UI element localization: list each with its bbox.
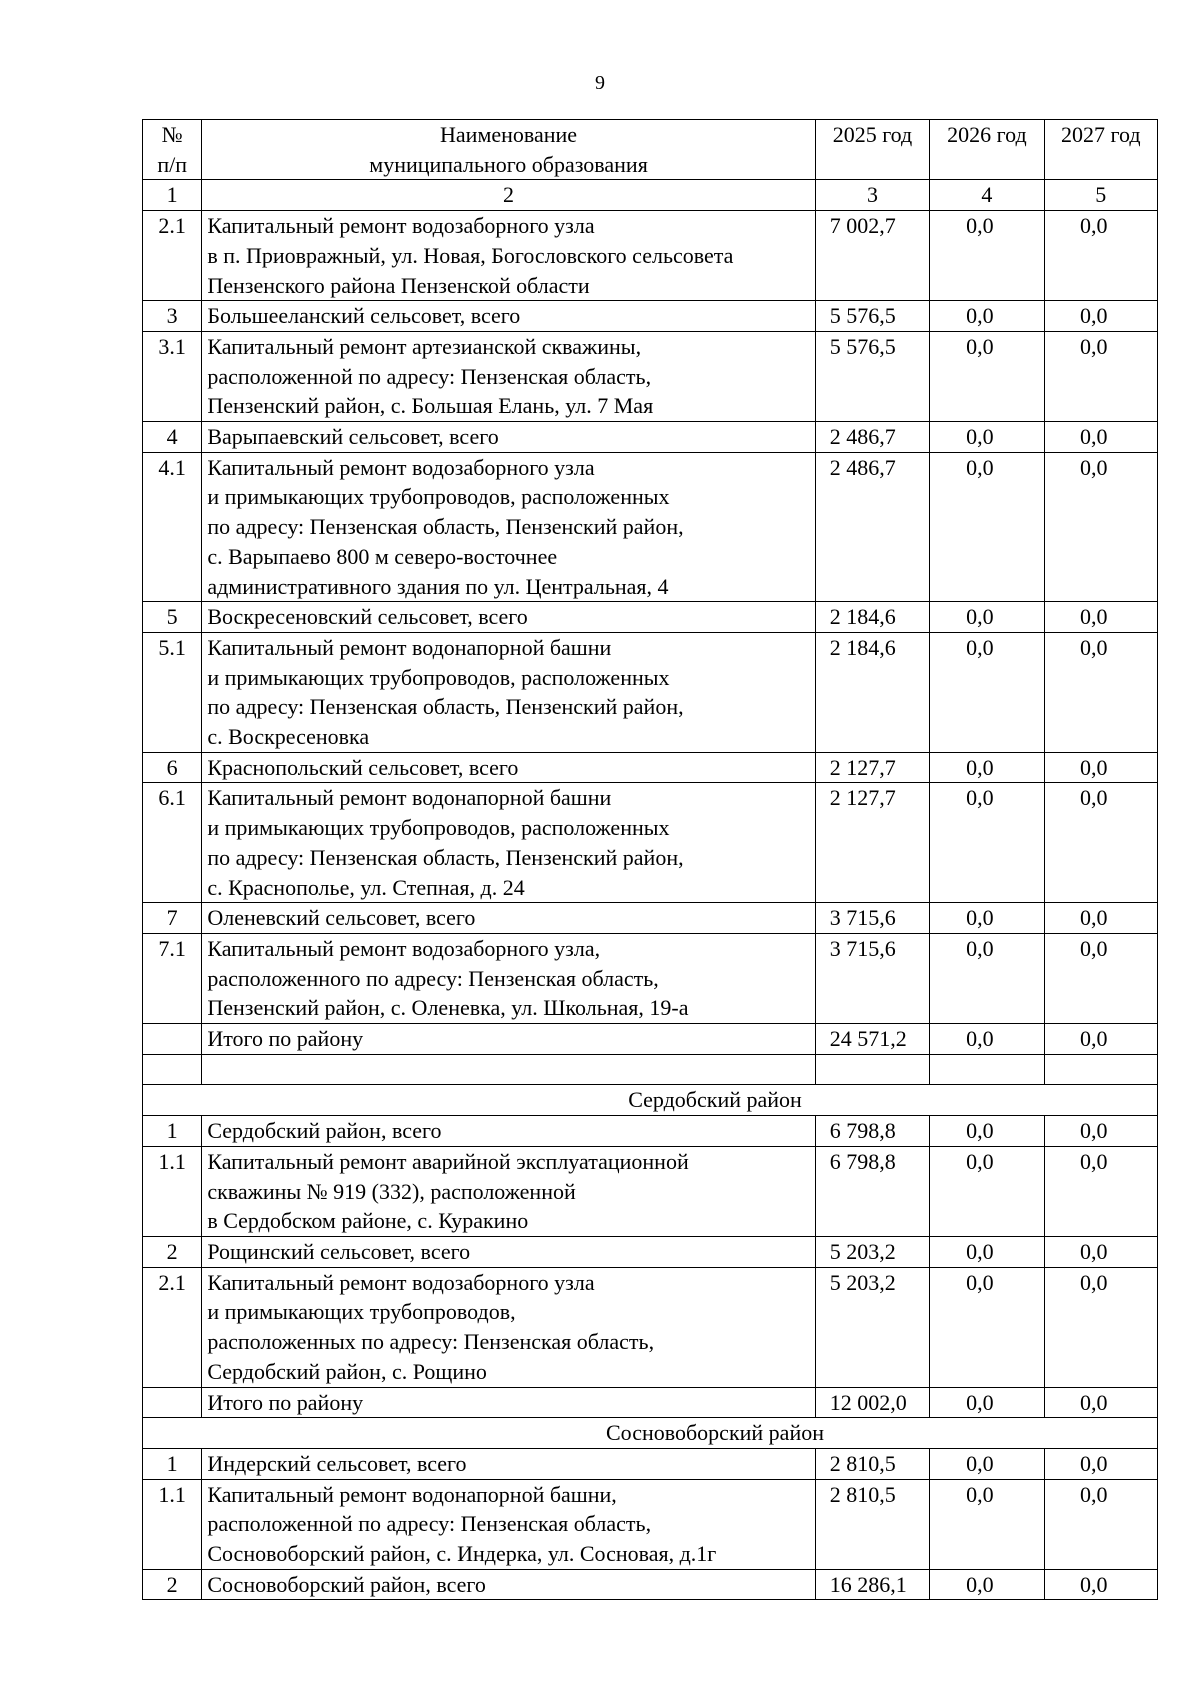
value-2027: 0,0 <box>1044 1387 1157 1418</box>
row-number: 4 <box>143 422 202 453</box>
page-number: 9 <box>595 72 605 94</box>
value-2025: 2 127,7 <box>815 783 929 903</box>
row-name: Капитальный ремонт водозаборного узла и примыкающих трубопроводов, расположенных по адресу: Пензенская область, Пензенский район, с. Варыпаево 800 м северо-восточнее административного здания по ул. Центральная, 4 <box>202 452 815 602</box>
column-number: 2 <box>202 180 815 211</box>
header-2026: 2026 год <box>930 120 1044 180</box>
row-name: Капитальный ремонт аварийной эксплуатационной скважины № 919 (332), расположенной в Сердобском районе, с. Куракино <box>202 1146 815 1236</box>
row-number: 2 <box>143 1569 202 1600</box>
row-number <box>143 1387 202 1418</box>
header-row <box>143 120 1158 180</box>
row-name: Итого по району <box>202 1387 815 1418</box>
value-2027: 0,0 <box>1044 903 1157 934</box>
value-2026: 0,0 <box>930 1448 1044 1479</box>
value-2026: 0,0 <box>930 1237 1044 1268</box>
table-row <box>143 1146 1158 1236</box>
value-2027: 0,0 <box>1044 783 1157 903</box>
row-number: 2.1 <box>143 211 202 301</box>
value-2026: 0,0 <box>930 602 1044 633</box>
header-2027: 2027 год <box>1044 120 1157 180</box>
value-2026: 0,0 <box>930 632 1044 752</box>
budget-table <box>142 119 1158 1600</box>
row-name: Капитальный ремонт водонапорной башни и примыкающих трубопроводов, расположенных по адресу: Пензенская область, Пензенский район, с. Краснополье, ул. Степная, д. 24 <box>202 783 815 903</box>
region-header-row <box>143 1418 1158 1449</box>
region-header-row <box>143 1085 1158 1116</box>
column-number: 1 <box>143 180 202 211</box>
value-2027: 0,0 <box>1044 1448 1157 1479</box>
value-2025: 2 486,7 <box>815 422 929 453</box>
table-row <box>143 1267 1158 1387</box>
row-name: Капитальный ремонт артезианской скважины, расположенной по адресу: Пензенская область, Пензенский район, с. Большая Елань, ул. 7 Мая <box>202 331 815 421</box>
row-number: 7 <box>143 903 202 934</box>
empty-cell <box>930 1054 1044 1085</box>
value-2025: 24 571,2 <box>815 1024 929 1055</box>
column-number: 3 <box>815 180 929 211</box>
value-2025: 2 184,6 <box>815 602 929 633</box>
value-2027: 0,0 <box>1044 452 1157 602</box>
header-2025: 2025 год <box>815 120 929 180</box>
value-2025: 7 002,7 <box>815 211 929 301</box>
row-number: 5.1 <box>143 632 202 752</box>
row-number: 6.1 <box>143 783 202 903</box>
table-row <box>143 422 1158 453</box>
table-row <box>143 933 1158 1023</box>
column-numbers-row <box>143 180 1158 211</box>
value-2026: 0,0 <box>930 1387 1044 1418</box>
row-number: 2.1 <box>143 1267 202 1387</box>
value-2027: 0,0 <box>1044 1116 1157 1147</box>
row-name: Оленевский сельсовет, всего <box>202 903 815 934</box>
value-2026: 0,0 <box>930 1569 1044 1600</box>
value-2026: 0,0 <box>930 1479 1044 1569</box>
value-2026: 0,0 <box>930 752 1044 783</box>
empty-cell <box>815 1054 929 1085</box>
value-2027: 0,0 <box>1044 301 1157 332</box>
row-number: 1 <box>143 1448 202 1479</box>
header-name: Наименование муниципального образования <box>202 120 815 180</box>
row-name: Воскресеновский сельсовет, всего <box>202 602 815 633</box>
value-2026: 0,0 <box>930 452 1044 602</box>
region-title: Сосновоборский район <box>143 1418 1158 1449</box>
value-2027: 0,0 <box>1044 422 1157 453</box>
value-2027: 0,0 <box>1044 1024 1157 1055</box>
table-row <box>143 602 1158 633</box>
value-2025: 5 576,5 <box>815 301 929 332</box>
column-number: 5 <box>1044 180 1157 211</box>
value-2025: 6 798,8 <box>815 1116 929 1147</box>
row-number <box>143 1024 202 1055</box>
value-2027: 0,0 <box>1044 933 1157 1023</box>
empty-cell <box>1044 1054 1157 1085</box>
value-2027: 0,0 <box>1044 1237 1157 1268</box>
value-2025: 2 810,5 <box>815 1479 929 1569</box>
value-2025: 5 576,5 <box>815 331 929 421</box>
value-2025: 6 798,8 <box>815 1146 929 1236</box>
value-2026: 0,0 <box>930 331 1044 421</box>
table-row <box>143 211 1158 301</box>
value-2025: 3 715,6 <box>815 933 929 1023</box>
table-body <box>143 120 1158 1600</box>
row-name: Капитальный ремонт водозаборного узла в п. Приовражный, ул. Новая, Богословского сельсовета Пензенского района Пензенской области <box>202 211 815 301</box>
table-row <box>143 1024 1158 1055</box>
table-row <box>143 331 1158 421</box>
column-number: 4 <box>930 180 1044 211</box>
row-name: Капитальный ремонт водонапорной башни, расположенной по адресу: Пензенская область, Сосновоборский район, с. Индерка, ул. Сосновая, д.1г <box>202 1479 815 1569</box>
empty-cell <box>143 1054 202 1085</box>
row-name: Рощинский сельсовет, всего <box>202 1237 815 1268</box>
value-2027: 0,0 <box>1044 752 1157 783</box>
value-2025: 3 715,6 <box>815 903 929 934</box>
table-row <box>143 752 1158 783</box>
table-row <box>143 301 1158 332</box>
row-name: Капитальный ремонт водозаборного узла и примыкающих трубопроводов, расположенных по адресу: Пензенская область, Сердобский район, с. Рощино <box>202 1267 815 1387</box>
value-2025: 5 203,2 <box>815 1267 929 1387</box>
row-name: Варыпаевский сельсовет, всего <box>202 422 815 453</box>
value-2026: 0,0 <box>930 211 1044 301</box>
value-2027: 0,0 <box>1044 211 1157 301</box>
row-number: 1 <box>143 1116 202 1147</box>
value-2026: 0,0 <box>930 1267 1044 1387</box>
table-row <box>143 1569 1158 1600</box>
value-2025: 16 286,1 <box>815 1569 929 1600</box>
header-num: № п/п <box>143 120 202 180</box>
value-2027: 0,0 <box>1044 1267 1157 1387</box>
table-row <box>143 903 1158 934</box>
value-2027: 0,0 <box>1044 602 1157 633</box>
value-2026: 0,0 <box>930 783 1044 903</box>
empty-row <box>143 1054 1158 1085</box>
row-number: 1.1 <box>143 1146 202 1236</box>
value-2027: 0,0 <box>1044 632 1157 752</box>
row-name: Капитальный ремонт водонапорной башни и примыкающих трубопроводов, расположенных по адресу: Пензенская область, Пензенский район, с. Воскресеновка <box>202 632 815 752</box>
table-row <box>143 1116 1158 1147</box>
row-name: Капитальный ремонт водозаборного узла, расположенного по адресу: Пензенская область, Пензенский район, с. Оленевка, ул. Школьная, 19-а <box>202 933 815 1023</box>
row-name: Сердобский район, всего <box>202 1116 815 1147</box>
value-2025: 5 203,2 <box>815 1237 929 1268</box>
row-name: Большееланский сельсовет, всего <box>202 301 815 332</box>
value-2026: 0,0 <box>930 1116 1044 1147</box>
table-row <box>143 1237 1158 1268</box>
row-number: 2 <box>143 1237 202 1268</box>
row-number: 3.1 <box>143 331 202 421</box>
row-name: Сосновоборский район, всего <box>202 1569 815 1600</box>
row-name: Краснопольский сельсовет, всего <box>202 752 815 783</box>
value-2027: 0,0 <box>1044 331 1157 421</box>
value-2027: 0,0 <box>1044 1146 1157 1236</box>
value-2025: 2 184,6 <box>815 632 929 752</box>
value-2025: 2 127,7 <box>815 752 929 783</box>
table-row <box>143 1479 1158 1569</box>
value-2027: 0,0 <box>1044 1569 1157 1600</box>
table-row <box>143 783 1158 903</box>
row-number: 7.1 <box>143 933 202 1023</box>
value-2025: 12 002,0 <box>815 1387 929 1418</box>
value-2026: 0,0 <box>930 903 1044 934</box>
row-name: Индерский сельсовет, всего <box>202 1448 815 1479</box>
table-row <box>143 632 1158 752</box>
value-2026: 0,0 <box>930 422 1044 453</box>
table-row <box>143 452 1158 602</box>
row-name: Итого по району <box>202 1024 815 1055</box>
row-number: 1.1 <box>143 1479 202 1569</box>
value-2027: 0,0 <box>1044 1479 1157 1569</box>
empty-cell <box>202 1054 815 1085</box>
table-row <box>143 1448 1158 1479</box>
row-number: 4.1 <box>143 452 202 602</box>
value-2026: 0,0 <box>930 1146 1044 1236</box>
value-2026: 0,0 <box>930 933 1044 1023</box>
value-2026: 0,0 <box>930 301 1044 332</box>
row-number: 6 <box>143 752 202 783</box>
row-number: 5 <box>143 602 202 633</box>
value-2026: 0,0 <box>930 1024 1044 1055</box>
table-row <box>143 1387 1158 1418</box>
value-2025: 2 486,7 <box>815 452 929 602</box>
value-2025: 2 810,5 <box>815 1448 929 1479</box>
region-title: Сердобский район <box>143 1085 1158 1116</box>
row-number: 3 <box>143 301 202 332</box>
